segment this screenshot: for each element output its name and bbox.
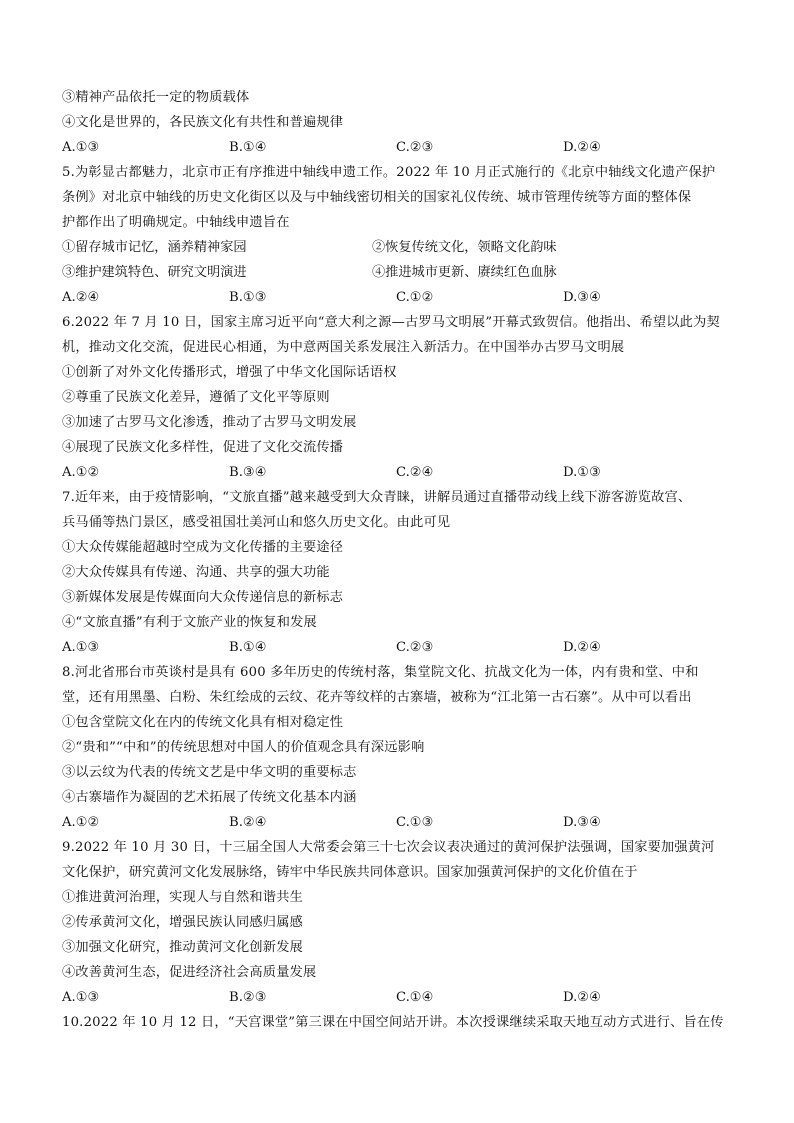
choice-item: ④改善黄河生态，促进经济社会高质量发展 bbox=[62, 965, 317, 980]
question-stem: 6.2022 年 7 月 10 日，国家主席习近平向“意大利之源—古罗马文明展”开幕式致贺信。他指出、希望以此为契 bbox=[62, 315, 720, 330]
choice-item: ③新媒体发展是传媒面向大众传递信息的新标志 bbox=[62, 590, 344, 605]
choice-item: ②大众传媒具有传递、沟通、共享的强大功能 bbox=[62, 565, 330, 580]
question-stem: 护都作出了明确规定。中轴线申遗旨在 bbox=[62, 215, 290, 230]
question-7 bbox=[62, 485, 732, 660]
choice-item: ②“贵和”“中和”的传统思想对中国人的价值观念具有深远影响 bbox=[62, 740, 425, 755]
question-stem: 兵马俑等热门景区，感受祖国壮美河山和悠久历史文化。由此可见 bbox=[62, 515, 451, 530]
answer-options bbox=[62, 635, 732, 660]
option-c: C.①④ bbox=[396, 990, 434, 1005]
option-d: D.②④ bbox=[563, 640, 601, 655]
question-stem: 10.2022 年 10 月 12 日，“天宫课堂”第三课在中国空间站开讲。本次授课继续采取天地互动方式进行、旨在传 bbox=[62, 1015, 724, 1030]
question-stem: 9.2022 年 10 月 30 日，十三届全国人大常委会第三十七次会议表决通过的黄河保护法强调，国家要加强黄河 bbox=[62, 840, 715, 855]
choice-item: ③加速了古罗马文化渗透，推动了古罗马文明发展 bbox=[62, 415, 357, 430]
choice-item: ④文化是世界的，各民族文化有共性和普遍规律 bbox=[62, 115, 344, 130]
choice-item: ①留存城市记忆，涵养精神家园 bbox=[62, 240, 247, 255]
option-c: C.①③ bbox=[396, 815, 434, 830]
question-6 bbox=[62, 310, 732, 485]
question-stem: 7.近年来，由于疫情影响，“文旅直播”越来越受到大众青睐，讲解员通过直播带动线上线下游客游览故宫、 bbox=[62, 490, 692, 505]
choice-item: ①包含堂院文化在内的传统文化具有相对稳定性 bbox=[62, 715, 344, 730]
choice-item: ④展现了民族文化多样性，促进了文化交流传播 bbox=[62, 440, 344, 455]
choice-item: ④“文旅直播”有利于文旅产业的恢复和发展 bbox=[62, 615, 317, 630]
answer-options bbox=[62, 285, 732, 310]
question-stem: 文化保护，研究黄河文化发展脉络，铸牢中华民族共同体意识。国家加强黄河保护的文化价值在于 bbox=[62, 865, 638, 880]
option-a: A.①② bbox=[62, 815, 100, 830]
option-d: D.③④ bbox=[563, 815, 601, 830]
choice-item: ④推进城市更新、赓续红色血脉 bbox=[372, 265, 557, 280]
answer-options bbox=[62, 135, 732, 160]
choice-row bbox=[62, 260, 732, 285]
option-a: A.②④ bbox=[62, 290, 100, 305]
option-a: A.①② bbox=[62, 465, 100, 480]
option-b: B.①③ bbox=[229, 290, 267, 305]
option-a: A.①③ bbox=[62, 640, 100, 655]
option-b: B.①④ bbox=[229, 140, 267, 155]
option-d: D.③④ bbox=[563, 290, 601, 305]
question-4-tail bbox=[62, 85, 732, 160]
option-b: B.②③ bbox=[229, 990, 267, 1005]
choice-item: ②尊重了民族文化差异，遵循了文化平等原则 bbox=[62, 390, 330, 405]
question-8 bbox=[62, 660, 732, 835]
exam-page bbox=[62, 85, 732, 1035]
option-b: B.③④ bbox=[229, 465, 267, 480]
choice-row bbox=[62, 235, 732, 260]
question-stem: 机，推动文化交流，促进民心相通，为中意两国关系发展注入新活力。在中国举办古罗马文明展 bbox=[62, 340, 625, 355]
choice-item: ③维护建筑特色、研究文明演进 bbox=[62, 265, 247, 280]
option-d: D.②④ bbox=[563, 140, 601, 155]
question-9 bbox=[62, 835, 732, 1010]
option-d: D.①③ bbox=[563, 465, 601, 480]
option-d: D.②④ bbox=[563, 990, 601, 1005]
choice-item: ①创新了对外文化传播形式，增强了中华文化国际话语权 bbox=[62, 365, 397, 380]
question-5 bbox=[62, 160, 732, 310]
answer-options bbox=[62, 985, 732, 1010]
option-a: A.①③ bbox=[62, 140, 100, 155]
option-c: C.②③ bbox=[396, 140, 434, 155]
choice-item: ②恢复传统文化，领略文化韵味 bbox=[372, 240, 557, 255]
choice-item: ①大众传媒能超越时空成为文化传播的主要途径 bbox=[62, 540, 344, 555]
question-10 bbox=[62, 1010, 732, 1035]
question-stem: 条例》对北京中轴线的历史文化街区以及与中轴线密切相关的国家礼仪传统、城市管理传统等方面的整体保 bbox=[62, 190, 692, 205]
question-stem: 8.河北省邢台市英谈村是具有 600 多年历史的传统村落，集堂院文化、抗战文化为一体，内有贵和堂、中和 bbox=[62, 665, 699, 680]
question-stem: 堂，还有用黑墨、白粉、朱红绘成的云纹、花卉等纹样的古寨墙，被称为“江北第一古石寨”。从中可以看出 bbox=[62, 690, 692, 705]
option-a: A.①③ bbox=[62, 990, 100, 1005]
choice-item: ③加强文化研究，推动黄河文化创新发展 bbox=[62, 940, 303, 955]
answer-options bbox=[62, 460, 732, 485]
question-stem: 5.为彰显古都魅力，北京市正有序推进中轴线申遗工作。2022 年 10 月正式施行的《北京中轴线文化遗产保护 bbox=[62, 165, 716, 180]
option-c: C.①② bbox=[396, 290, 434, 305]
option-b: B.①④ bbox=[229, 640, 267, 655]
choice-item: ②传承黄河文化，增强民族认同感归属感 bbox=[62, 915, 303, 930]
answer-options bbox=[62, 810, 732, 835]
choice-item: ③精神产品依托一定的物质载体 bbox=[62, 90, 250, 105]
choice-item: ①推进黄河治理，实现人与自然和谐共生 bbox=[62, 890, 303, 905]
option-c: C.②③ bbox=[396, 640, 434, 655]
option-b: B.②④ bbox=[229, 815, 267, 830]
choice-item: ④古寨墙作为凝固的艺术拓展了传统文化基本内涵 bbox=[62, 790, 357, 805]
choice-item: ③以云纹为代表的传统文艺是中华文明的重要标志 bbox=[62, 765, 357, 780]
option-c: C.②④ bbox=[396, 465, 434, 480]
